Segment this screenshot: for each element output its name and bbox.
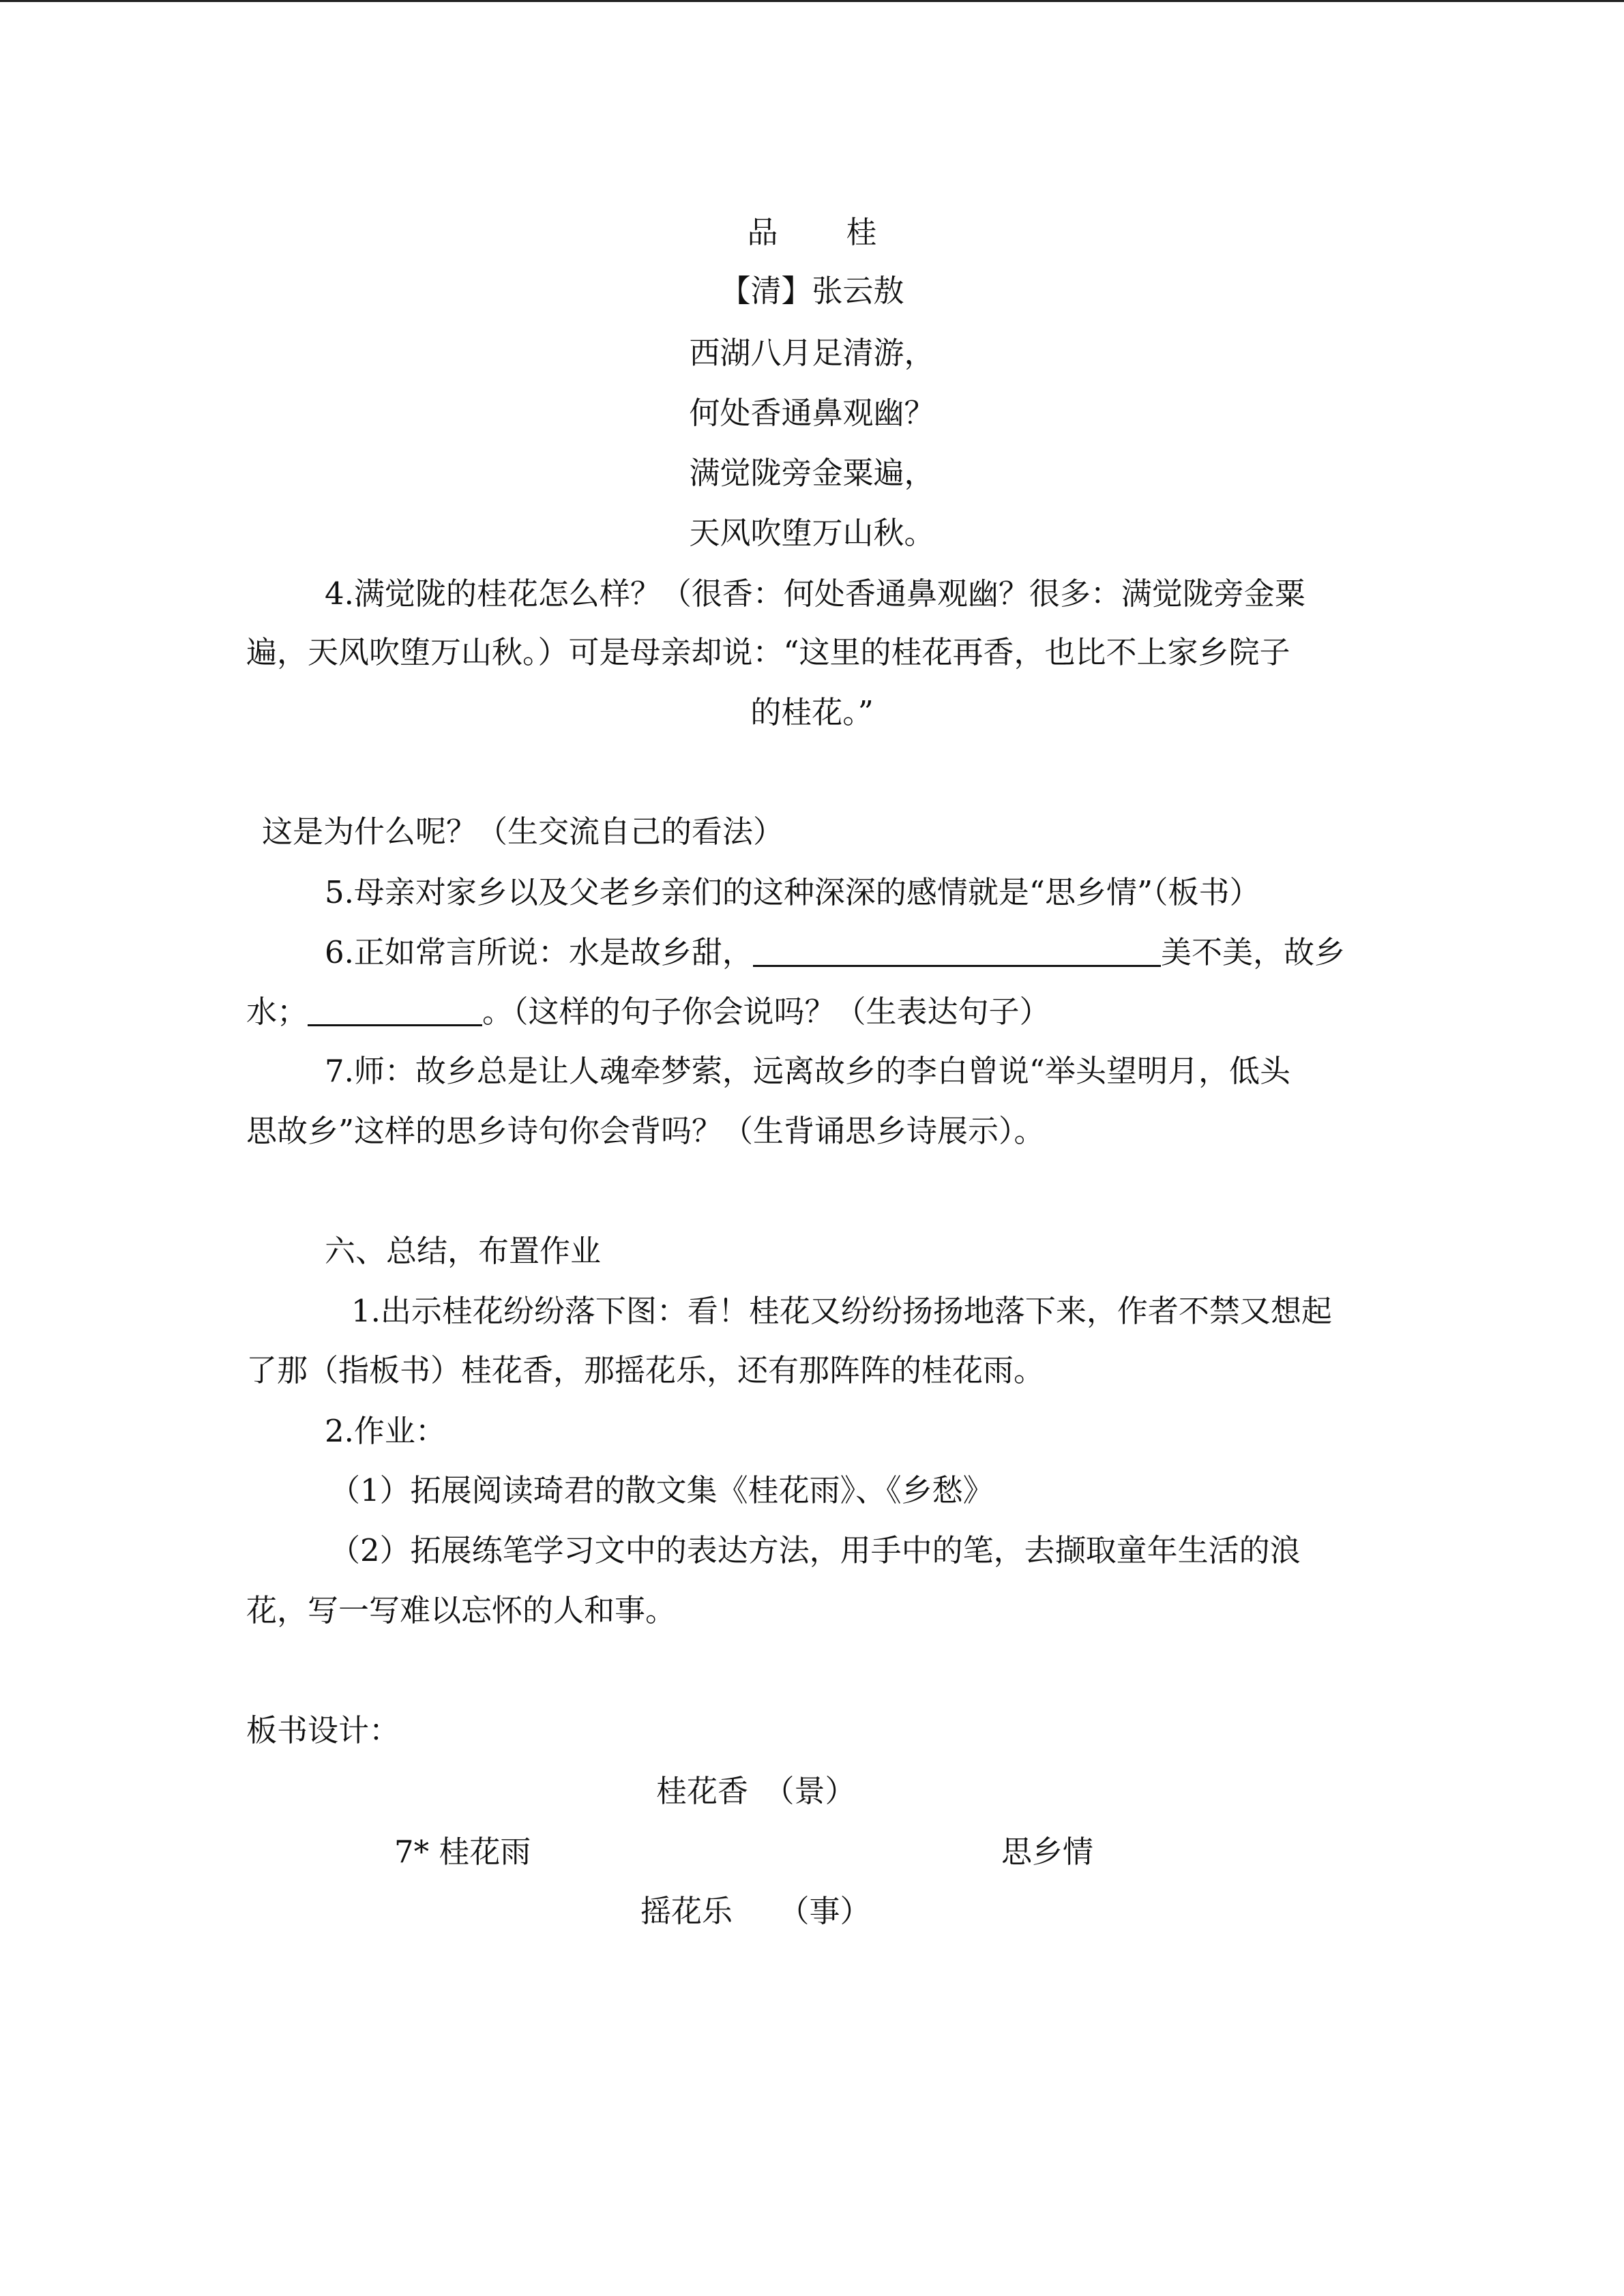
poem-title <box>0 214 1624 250</box>
homework-2-line-2: 花，写一写难以忘怀的人和事。 <box>246 1592 677 1628</box>
why-question: 这是为什么呢？（生交流自己的看法） <box>262 814 784 850</box>
q6-text-3: 水； <box>246 994 308 1030</box>
section-6-heading: 六、总结，布置作业 <box>325 1233 602 1269</box>
q4-line-2: 遍，天风吹堕万山秋。）可是母亲却说：“这里的桂花再香，也比不上家乡院子 <box>246 634 1290 670</box>
board-scent: 桂花香 （景） <box>656 1773 856 1809</box>
q4-line-3: 的桂花。” <box>750 694 874 730</box>
fill-blank-1 <box>753 936 1161 967</box>
q7-line-1: 7.师：故乡总是让人魂牵梦萦，远离故乡的李白曾说“举头望明月，低头 <box>325 1053 1290 1089</box>
q7-line-2: 思故乡”这样的思乡诗句你会背吗？（生背诵思乡诗展示）。 <box>246 1113 1045 1149</box>
poem-line-1: 西湖八月足清游， <box>689 335 935 371</box>
fill-blank-2 <box>308 996 482 1026</box>
poem-line-4: 天风吹堕万山秋。 <box>689 515 935 551</box>
q6-text-1: 6.正如常言所说：水是故乡甜， <box>325 934 753 970</box>
s6-item-1-line-1: 1.出示桂花纷纷落下图：看！桂花又纷纷扬扬地落下来，作者不禁又想起 <box>351 1293 1332 1329</box>
q4-line-1: 4.满觉陇的桂花怎么样？（很香：何处香通鼻观幽？很多：满觉陇旁金粟 <box>325 576 1305 612</box>
homework-1: （1）拓展阅读琦君的散文集《桂花雨》、《乡愁》 <box>329 1472 994 1508</box>
q6-line-2 <box>246 994 1050 1030</box>
board-joy: 摇花乐 （事） <box>640 1893 871 1929</box>
s6-item-1-line-2: 了那（指板书）桂花香，那摇花乐，还有那阵阵的桂花雨。 <box>246 1352 1045 1388</box>
poem-line-2: 何处香通鼻观幽？ <box>689 395 935 431</box>
q6-text-2: 美不美，故乡 <box>1160 934 1345 970</box>
board-title: 7* 桂花雨 <box>394 1834 531 1870</box>
s6-item-2: 2.作业： <box>325 1413 446 1449</box>
poem-line-3: 满觉陇旁金粟遍， <box>689 455 935 491</box>
poem-title-char-2: 桂 <box>846 214 877 250</box>
poem-title-char-1: 品 <box>747 214 778 250</box>
poem-author: 【清】张云敖 <box>720 273 904 309</box>
q6-line-1 <box>325 936 1345 968</box>
homework-2-line-1: （2）拓展练笔学习文中的表达方法，用手中的笔，去撷取童年生活的浪 <box>329 1532 1301 1568</box>
board-theme: 思乡情 <box>1001 1834 1094 1870</box>
q5-text: 5.母亲对家乡以及父老乡亲们的这种深深的感情就是“思乡情”（板书） <box>325 874 1260 910</box>
page-top-border <box>0 0 1624 2</box>
q6-text-4: 。（这样的句子你会说吗？（生表达句子） <box>482 994 1050 1030</box>
board-design-heading: 板书设计： <box>246 1712 400 1748</box>
